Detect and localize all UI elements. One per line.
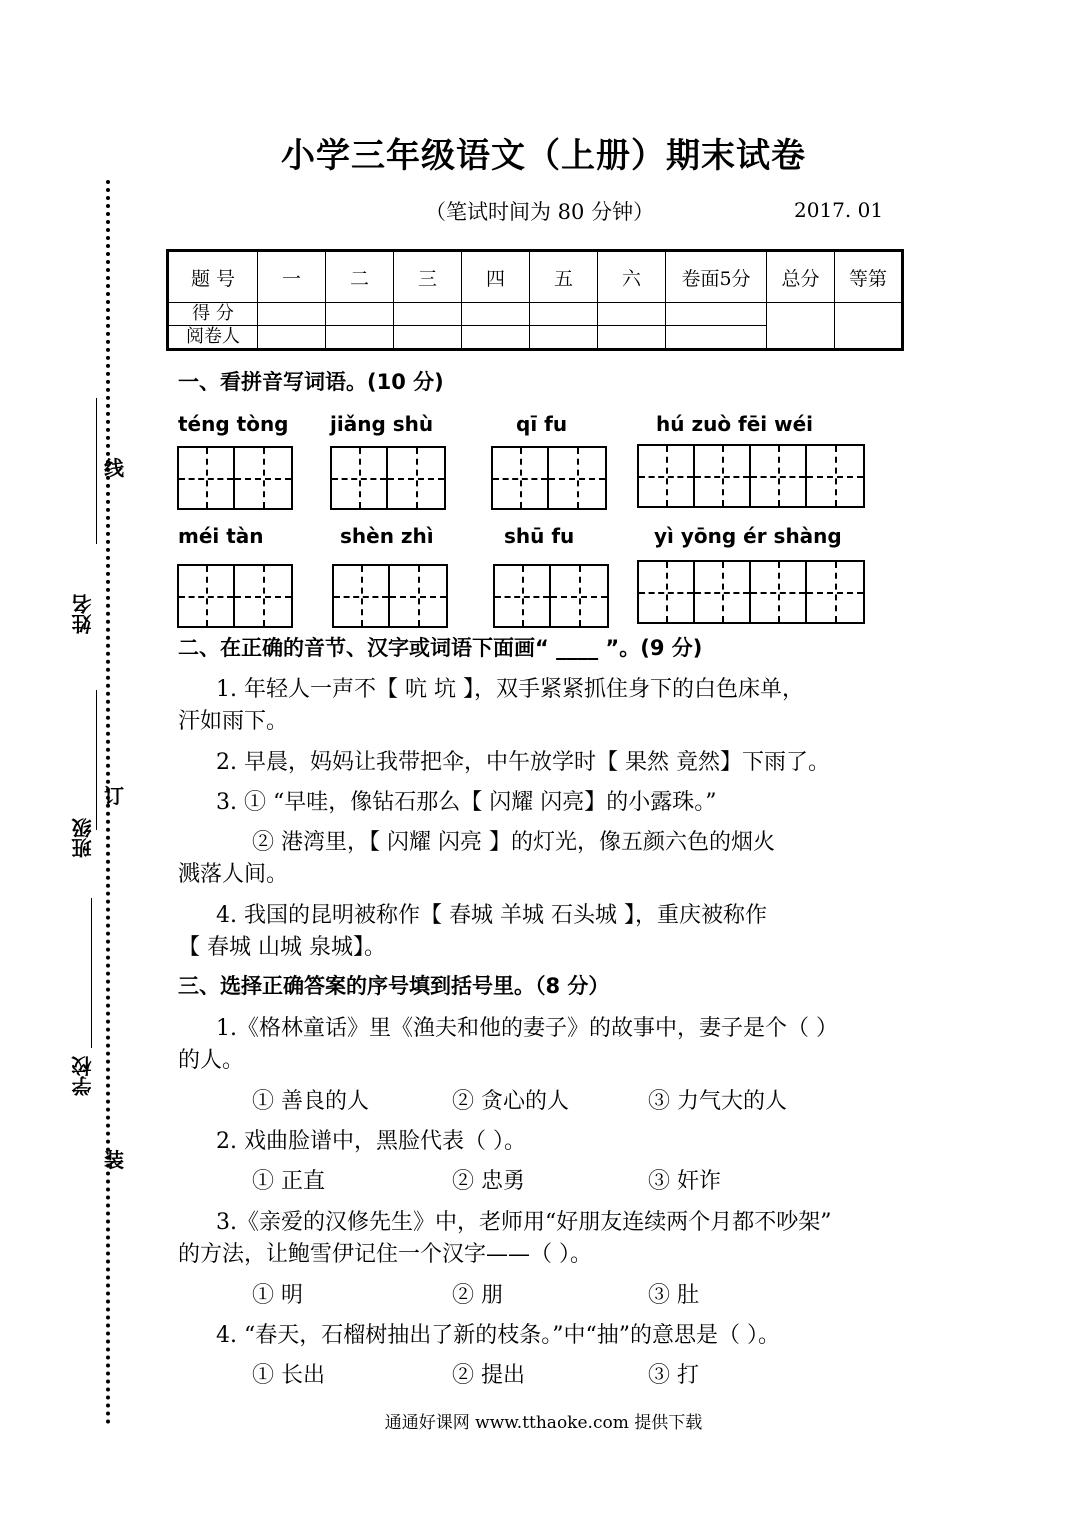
writing-grid[interactable]: [637, 560, 865, 624]
question-text: 2. 戏曲脸谱中，黑脸代表（ ）。: [216, 1129, 526, 1154]
score-cell[interactable]: [462, 303, 530, 326]
header-cell: 一: [258, 251, 326, 303]
answer-option: ① 正直: [252, 1169, 325, 1194]
school-label: 学校: [71, 1056, 95, 1096]
writing-cell[interactable]: [751, 562, 807, 622]
writing-grid[interactable]: [491, 446, 607, 510]
question-text: ② 港湾里，【 闪耀 闪亮 】的灯光，像五颜六色的烟火: [252, 830, 775, 855]
answer-option: ① 明: [252, 1283, 303, 1308]
question-text: 【 春城 山城 泉城】。: [178, 935, 386, 960]
pinyin-label: jiǎng shù: [330, 412, 434, 436]
pinyin-label: shèn zhì: [340, 524, 434, 548]
exam-duration: （笔试时间为 80 分钟）: [425, 200, 655, 224]
question-text: 4. 我国的昆明被称作【 春城 羊城 石头城 】，重庆被称作: [216, 903, 767, 928]
header-cell: 六: [598, 251, 666, 303]
score-row-label: 得 分: [168, 303, 258, 326]
answer-option: ③ 奸诈: [648, 1169, 721, 1194]
name-label: 姓名: [71, 594, 95, 634]
writing-cell[interactable]: [334, 566, 390, 626]
writing-grid[interactable]: [177, 446, 293, 510]
header-cell: 四: [462, 251, 530, 303]
pinyin-label: hú zuò fēi wéi: [656, 412, 814, 436]
writing-grid[interactable]: [330, 446, 446, 510]
question-text: 4. “春天，石榴树抽出了新的枝条。”中“抽”的意思是（ ）。: [216, 1323, 780, 1348]
question-text: 2. 早晨，妈妈让我带把伞，中午放学时【 果然 竟然】下雨了。: [216, 750, 830, 775]
question-text: 的方法，让鲍雪伊记住一个汉字——（ ）。: [178, 1242, 592, 1267]
school-underline: [91, 898, 92, 1048]
answer-option: ② 朋: [452, 1283, 503, 1308]
binding-mark-zhuang: 装: [104, 1148, 124, 1172]
writing-cell[interactable]: [807, 446, 863, 506]
exam-date: 2017. 01: [794, 198, 884, 222]
grader-cell[interactable]: [326, 326, 394, 350]
header-cell: 三: [394, 251, 462, 303]
writing-cell[interactable]: [390, 566, 446, 626]
answer-option: ① 长出: [252, 1363, 325, 1388]
footer-credit: 通通好课网 www.tthaoke.com 提供下载: [384, 1413, 703, 1433]
total-score-cell[interactable]: [767, 303, 835, 350]
pinyin-label: méi tàn: [178, 524, 264, 548]
section-1-heading: 一、看拼音写词语。(10 分): [178, 370, 444, 394]
writing-cell[interactable]: [695, 562, 751, 622]
header-cell: 卷面5分: [666, 251, 767, 303]
grader-cell[interactable]: [462, 326, 530, 350]
writing-cell[interactable]: [493, 448, 549, 508]
writing-cell[interactable]: [695, 446, 751, 506]
writing-grid[interactable]: [493, 564, 609, 628]
writing-cell[interactable]: [551, 566, 607, 626]
answer-option: ① 善良的人: [252, 1089, 369, 1114]
header-cell: 二: [326, 251, 394, 303]
pinyin-label: téng tòng: [178, 412, 289, 436]
grader-cell[interactable]: [530, 326, 598, 350]
grade-cell[interactable]: [835, 303, 903, 350]
answer-option: ③ 力气大的人: [648, 1089, 787, 1114]
score-cell[interactable]: [394, 303, 462, 326]
pinyin-label: yì yōng ér shàng: [654, 524, 842, 548]
writing-cell[interactable]: [388, 448, 444, 508]
writing-cell[interactable]: [639, 446, 695, 506]
writing-cell[interactable]: [807, 562, 863, 622]
answer-option: ③ 打: [648, 1363, 699, 1388]
writing-cell[interactable]: [179, 448, 235, 508]
score-cell[interactable]: [666, 303, 767, 326]
answer-option: ② 忠勇: [452, 1169, 525, 1194]
score-cell[interactable]: [598, 303, 666, 326]
writing-grid[interactable]: [637, 444, 865, 508]
writing-cell[interactable]: [639, 562, 695, 622]
question-text: 1. 年轻人一声不【 吭 坑 】，双手紧紧抓住身下的白色床单，: [216, 677, 804, 702]
writing-cell[interactable]: [179, 566, 235, 626]
writing-grid[interactable]: [177, 564, 293, 628]
section-2-heading: 二、在正确的音节、汉字或词语下面画“ ____ ”。(9 分): [178, 636, 703, 660]
pinyin-label: shū fu: [504, 524, 575, 548]
answer-option: ③ 肚: [648, 1283, 699, 1308]
grader-cell[interactable]: [666, 326, 767, 350]
score-cell[interactable]: [258, 303, 326, 326]
writing-cell[interactable]: [549, 448, 605, 508]
header-cell: 总分: [767, 251, 835, 303]
question-text: 的人。: [178, 1048, 245, 1073]
question-text: 溅落人间。: [178, 862, 289, 887]
writing-cell[interactable]: [332, 448, 388, 508]
question-text: 汗如雨下。: [178, 709, 289, 734]
score-cell[interactable]: [530, 303, 598, 326]
header-cell: 等第: [835, 251, 903, 303]
writing-cell[interactable]: [235, 566, 291, 626]
header-cell: 题 号: [168, 251, 258, 303]
name-underline: [96, 398, 97, 544]
grader-cell[interactable]: [394, 326, 462, 350]
header-cell: 五: [530, 251, 598, 303]
binding-mark-line: 线: [104, 456, 124, 480]
score-table: [166, 249, 904, 351]
pinyin-label: qī fu: [516, 412, 568, 436]
writing-cell[interactable]: [235, 448, 291, 508]
question-text: 1.《格林童话》里《渔夫和他的妻子》的故事中，妻子是个（ ）: [216, 1016, 838, 1041]
writing-cell[interactable]: [751, 446, 807, 506]
question-text: 3. ① “早哇，像钻石那么【 闪耀 闪亮】的小露珠。”: [216, 790, 717, 815]
class-label: 班级: [71, 818, 95, 858]
writing-grid[interactable]: [332, 564, 448, 628]
score-cell[interactable]: [326, 303, 394, 326]
page-title: 小学三年级语文（上册）期末试卷: [281, 136, 806, 176]
class-underline: [96, 690, 97, 830]
answer-option: ② 贪心的人: [452, 1089, 569, 1114]
writing-cell[interactable]: [495, 566, 551, 626]
grader-cell[interactable]: [258, 326, 326, 350]
grader-row-label: 阅卷人: [168, 326, 258, 350]
grader-cell[interactable]: [598, 326, 666, 350]
section-3-heading: 三、选择正确答案的序号填到括号里。（8 分）: [178, 974, 610, 998]
question-text: 3.《亲爱的汉修先生》中，老师用“好朋友连续两个月都不吵架”: [216, 1210, 832, 1235]
answer-option: ② 提出: [452, 1363, 525, 1388]
binding-mark-ding: 订: [104, 784, 124, 808]
